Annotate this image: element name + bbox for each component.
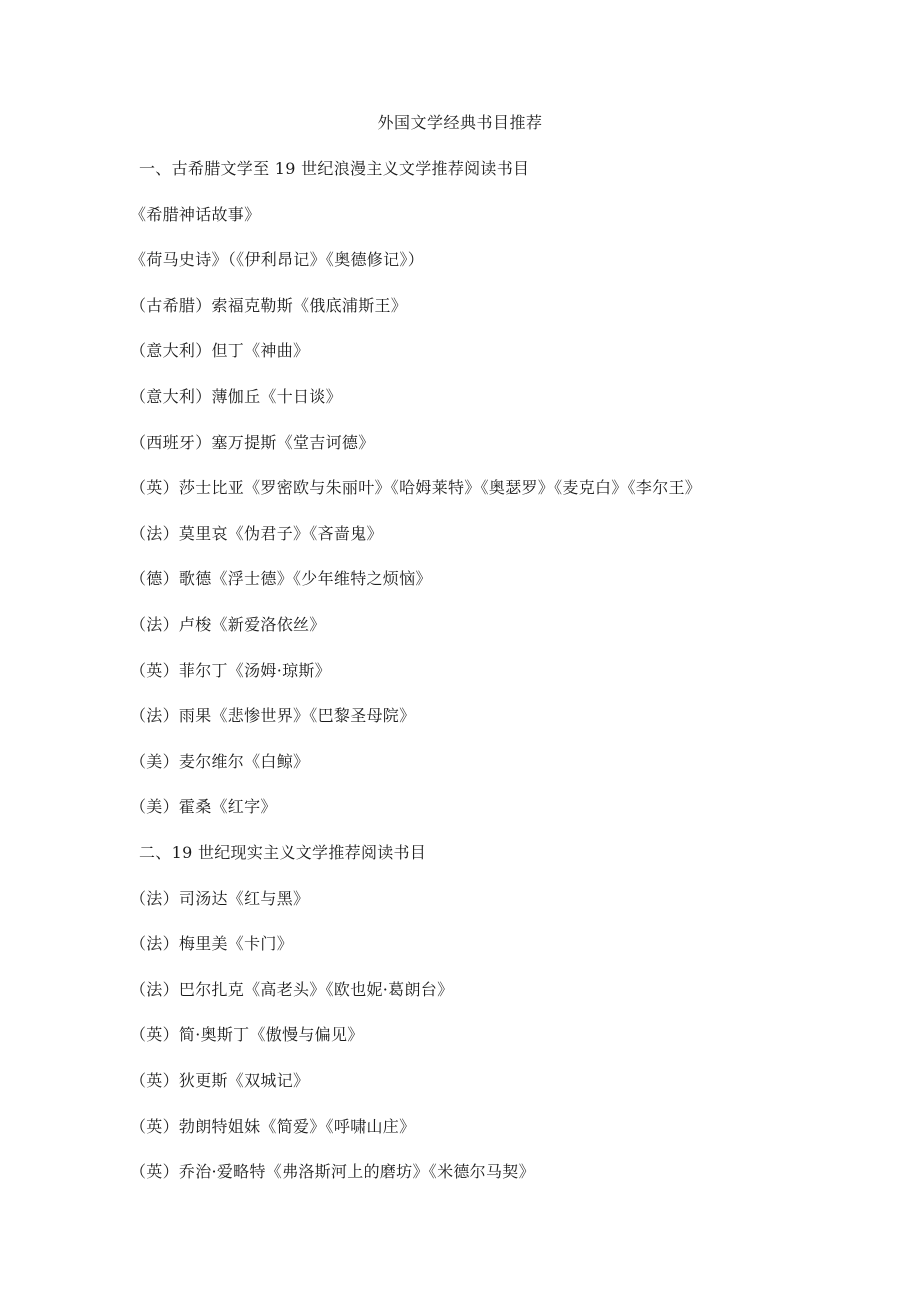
book-item: （英）菲尔丁《汤姆·琼斯》 <box>130 661 331 680</box>
book-item: （法）司汤达《红与黑》 <box>130 889 310 908</box>
book-item: （法）巴尔扎克《高老头》《欧也妮·葛朗台》 <box>130 980 454 999</box>
book-item: （英）莎士比亚《罗密欧与朱丽叶》《哈姆莱特》《奥瑟罗》《麦克白》《李尔王》 <box>130 478 702 497</box>
book-item: （德）歌德《浮士德》《少年维特之烦恼》 <box>130 569 432 588</box>
book-item: 《荷马史诗》（《伊利昂记》《奥德修记》） <box>130 250 425 269</box>
book-item: （英）勃朗特姐妹《简爱》《呼啸山庄》 <box>130 1117 416 1136</box>
book-item: （美）麦尔维尔《白鲸》 <box>130 752 310 771</box>
book-item: （法）卢梭《新爱洛依丝》 <box>130 615 326 634</box>
book-item: （意大利）薄伽丘《十日谈》 <box>130 387 342 406</box>
section-heading: 二、19 世纪现实主义文学推荐阅读书目 <box>139 843 427 862</box>
document-title: 外国文学经典书目推荐 <box>377 113 543 132</box>
book-item: （西班牙）塞万提斯《堂吉诃德》 <box>130 433 375 452</box>
book-item: （法）莫里哀《伪君子》《吝啬鬼》 <box>130 524 383 543</box>
book-item: （古希腊）索福克勒斯《俄底浦斯王》 <box>130 296 408 315</box>
book-item: （英）乔治·爱略特《弗洛斯河上的磨坊》《米德尔马契》 <box>130 1162 535 1181</box>
book-item: （英）狄更斯《双城记》 <box>130 1071 310 1090</box>
book-item: 《希腊神话故事》 <box>130 205 261 224</box>
section-heading: 一、古希腊文学至 19 世纪浪漫主义文学推荐阅读书目 <box>139 159 530 178</box>
book-item: （法）雨果《悲惨世界》《巴黎圣母院》 <box>130 706 416 725</box>
book-item: （美）霍桑《红字》 <box>130 797 277 816</box>
book-item: （法）梅里美《卡门》 <box>130 934 294 953</box>
book-item: （英）简·奥斯丁《傲慢与偏见》 <box>130 1025 364 1044</box>
book-item: （意大利）但丁《神曲》 <box>130 341 310 360</box>
